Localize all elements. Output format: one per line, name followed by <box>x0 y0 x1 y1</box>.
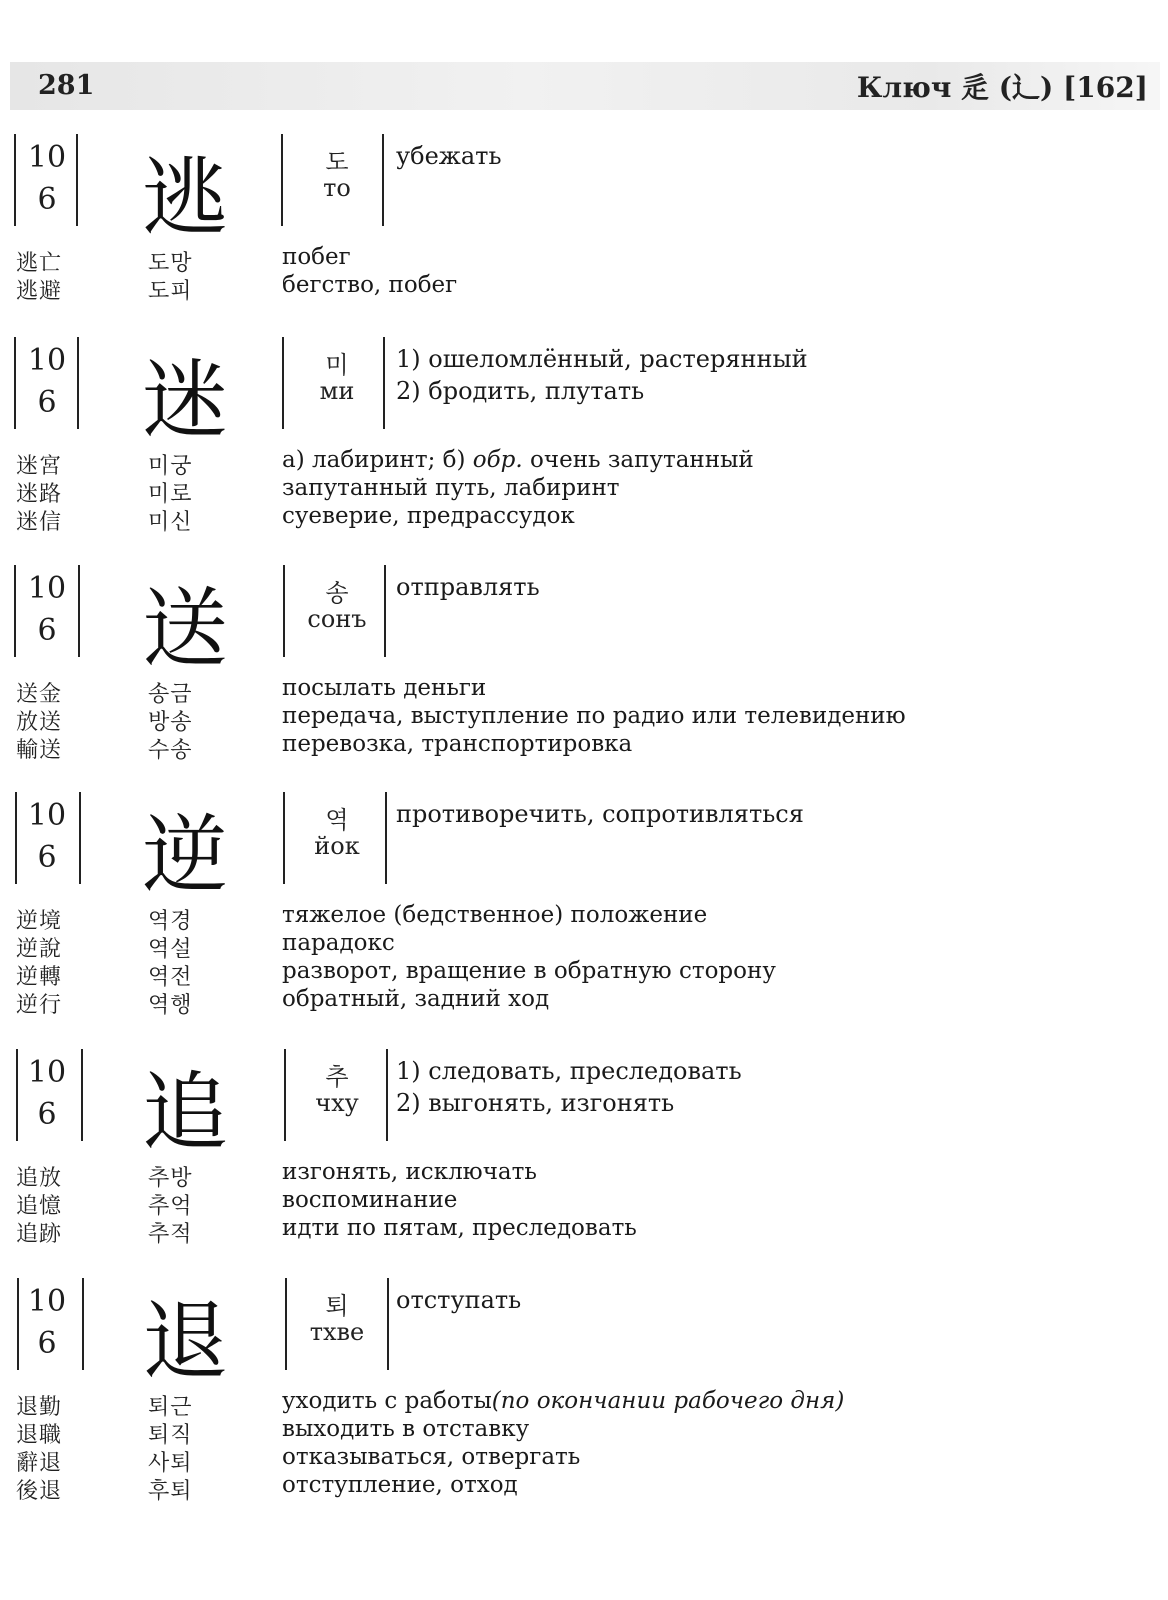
headword-hangul: 추 <box>325 1063 349 1091</box>
headword-character: 逆 <box>142 806 228 906</box>
compound-row <box>0 733 1168 761</box>
headword-reading: йок <box>314 832 360 860</box>
meaning-line: отправлять <box>396 573 540 601</box>
compound-hanzi: 辭退 <box>16 1451 63 1476</box>
compound-meaning: идти по пятам, преследовать <box>282 1215 637 1241</box>
headword-character: 逃 <box>142 148 228 248</box>
compound-hangul: 역전 <box>148 965 193 990</box>
compound-list <box>0 1390 1168 1502</box>
stroke-box-right-line <box>82 1278 84 1370</box>
compound-meaning: запутанный путь, лабиринт <box>282 475 620 501</box>
reading-box-left-line <box>283 565 285 657</box>
headword-meanings <box>396 571 540 603</box>
meaning-note: (по окончании рабочего дня) <box>491 1388 845 1414</box>
compound-row <box>0 449 1168 477</box>
headword-hangul: 퇴 <box>325 1292 349 1320</box>
compound-hangul: 역경 <box>148 909 193 934</box>
stroke-count-total: 10 <box>27 1284 67 1319</box>
headword-meanings <box>396 1284 521 1316</box>
compound-row <box>0 505 1168 533</box>
entry-pursue <box>0 1049 1168 1281</box>
compound-hangul: 송금 <box>148 682 193 707</box>
reading-box-left-line <box>282 337 284 429</box>
compound-row <box>0 1161 1168 1189</box>
compound-meaning: парадокс <box>282 930 395 956</box>
stroke-box-left-line <box>14 565 16 657</box>
compound-hanzi: 迷路 <box>16 482 63 507</box>
reading-box-left-line <box>285 1278 287 1370</box>
reading-box-right-line <box>383 337 385 429</box>
compound-row <box>0 1217 1168 1245</box>
compound-row <box>0 1418 1168 1446</box>
compound-row <box>0 1446 1168 1474</box>
compound-meaning: отступление, отход <box>282 1472 518 1498</box>
compound-meaning: бегство, побег <box>282 272 458 298</box>
headword-reading: ми <box>319 377 355 405</box>
compound-meaning: разворот, вращение в обратную сторону <box>282 958 776 984</box>
meaning-line: убежать <box>396 142 502 170</box>
compound-hangul: 퇴근 <box>148 1395 193 1420</box>
reading-box-left-line <box>284 1049 286 1141</box>
compound-hanzi: 逆境 <box>16 909 63 934</box>
compound-hanzi: 後退 <box>16 1479 63 1504</box>
meaning-line: отступать <box>396 1286 522 1314</box>
compound-row <box>0 246 1168 274</box>
stroke-count-total: 10 <box>27 140 67 175</box>
reading-box-right-line <box>386 1049 388 1141</box>
compound-hanzi: 逃亡 <box>16 251 63 276</box>
headword-character: 退 <box>142 1292 228 1392</box>
compound-meaning: посылать деньги <box>282 675 487 701</box>
compound-hanzi: 追放 <box>16 1166 63 1191</box>
headword-meanings <box>396 140 502 172</box>
stroke-box-right-line <box>76 134 78 226</box>
compound-hangul: 사퇴 <box>148 1451 193 1476</box>
headword-meanings <box>396 798 804 830</box>
meaning-part: уходить с работы <box>282 1388 492 1414</box>
compound-hanzi: 追跡 <box>16 1222 63 1247</box>
entry-send <box>0 565 1168 797</box>
compound-meaning: выходить в отставку <box>282 1416 530 1442</box>
stroke-box-right-line <box>79 792 81 884</box>
headword-meanings <box>396 1055 742 1119</box>
compound-hanzi: 逃避 <box>16 279 63 304</box>
meaning-line: противоречить, сопротивляться <box>396 800 804 828</box>
meaning-abbreviation: обр. <box>472 447 523 473</box>
compound-hangul: 미궁 <box>148 454 193 479</box>
compound-list <box>0 677 1168 761</box>
compound-meaning: воспоминание <box>282 1187 458 1213</box>
reading-box-right-line <box>385 792 387 884</box>
compound-hanzi: 退勤 <box>16 1395 63 1420</box>
compound-row <box>0 705 1168 733</box>
compound-row <box>0 932 1168 960</box>
page-number: 281 <box>38 70 95 101</box>
meaning-part: а) лабиринт; б) <box>282 447 473 473</box>
compound-hangul: 도망 <box>148 251 193 276</box>
compound-hanzi: 迷宮 <box>16 454 63 479</box>
compound-meaning <box>282 1388 844 1414</box>
compound-hangul: 추억 <box>148 1194 193 1219</box>
compound-hangul: 퇴직 <box>148 1423 193 1448</box>
compound-meaning: перевозка, транспортировка <box>282 731 633 757</box>
compound-meaning <box>282 447 754 473</box>
reading-box-right-line <box>387 1278 389 1370</box>
stroke-box-right-line <box>81 1049 83 1141</box>
headword-character: 追 <box>142 1063 228 1163</box>
compound-hanzi: 逆轉 <box>16 965 63 990</box>
compound-row <box>0 1390 1168 1418</box>
compound-row <box>0 477 1168 505</box>
reading-box-left-line <box>283 792 285 884</box>
compound-hangul: 수송 <box>148 738 193 763</box>
compound-meaning: отказываться, отвергать <box>282 1444 581 1470</box>
meaning-line: 1) следовать, преследовать <box>396 1057 742 1085</box>
compound-hanzi: 逆行 <box>16 993 63 1018</box>
meaning-part: очень запутанный <box>522 447 754 473</box>
compound-list <box>0 246 1168 302</box>
compound-hanzi: 輸送 <box>16 738 63 763</box>
stroke-count-extra: 6 <box>37 182 57 217</box>
compound-meaning: изгонять, исключать <box>282 1159 537 1185</box>
meaning-line: 2) бродить, плутать <box>396 377 645 405</box>
compound-list <box>0 904 1168 1016</box>
compound-meaning: тяжелое (бедственное) положение <box>282 902 708 928</box>
meaning-line: 1) ошеломлённый, растерянный <box>396 345 808 373</box>
reading-box-right-line <box>382 134 384 226</box>
headword-hangul: 송 <box>325 579 349 607</box>
compound-hanzi: 迷信 <box>16 510 63 535</box>
running-title: Ключ 辵 (辶) [162] <box>856 71 1148 104</box>
headword-reading: то <box>323 174 351 202</box>
compound-hangul: 도피 <box>148 279 193 304</box>
reading-box-left-line <box>281 134 283 226</box>
stroke-count-extra: 6 <box>37 385 57 420</box>
stroke-count-total: 10 <box>27 798 67 833</box>
headword-character: 迷 <box>142 351 228 451</box>
compound-hangul: 후퇴 <box>148 1479 193 1504</box>
compound-row <box>0 988 1168 1016</box>
headword-reading: чху <box>315 1089 359 1117</box>
stroke-count-total: 10 <box>27 1055 67 1090</box>
compound-hangul: 역행 <box>148 993 193 1018</box>
headword-hangul: 도 <box>325 148 349 176</box>
compound-row <box>0 904 1168 932</box>
stroke-count-extra: 6 <box>37 1326 57 1361</box>
compound-hanzi: 退職 <box>16 1423 63 1448</box>
compound-hangul: 추적 <box>148 1222 193 1247</box>
stroke-count-total: 10 <box>27 343 67 378</box>
compound-hanzi: 逆說 <box>16 937 63 962</box>
compound-meaning: передача, выступление по радио или телевидению <box>282 703 906 729</box>
compound-meaning: суеверие, предрассудок <box>282 503 575 529</box>
entry-contrary <box>0 792 1168 1024</box>
compound-row <box>0 274 1168 302</box>
stroke-box-left-line <box>15 792 17 884</box>
compound-row <box>0 1474 1168 1502</box>
compound-hanzi: 放送 <box>16 710 63 735</box>
entry-retreat <box>0 1278 1168 1510</box>
compound-meaning: побег <box>282 244 351 270</box>
compound-hangul: 역설 <box>148 937 193 962</box>
compound-hangul: 추방 <box>148 1166 193 1191</box>
compound-list <box>0 1161 1168 1245</box>
stroke-count-total: 10 <box>27 571 67 606</box>
stroke-count-extra: 6 <box>37 840 57 875</box>
compound-row <box>0 1189 1168 1217</box>
compound-hangul: 미신 <box>148 510 193 535</box>
compound-meaning: обратный, задний ход <box>282 986 550 1012</box>
stroke-box-right-line <box>78 565 80 657</box>
headword-character: 送 <box>142 579 228 679</box>
compound-list <box>0 449 1168 533</box>
compound-hanzi: 送金 <box>16 682 63 707</box>
headword-hangul: 역 <box>325 806 349 834</box>
headword-meanings <box>396 343 808 407</box>
compound-hangul: 방송 <box>148 710 193 735</box>
stroke-count-extra: 6 <box>37 613 57 648</box>
stroke-box-right-line <box>77 337 79 429</box>
headword-hangul: 미 <box>325 351 349 379</box>
entry-confused <box>0 337 1168 569</box>
compound-hanzi: 追憶 <box>16 1194 63 1219</box>
headword-reading: сонъ <box>307 605 367 633</box>
stroke-box-left-line <box>14 337 16 429</box>
stroke-box-left-line <box>14 134 16 226</box>
compound-row <box>0 960 1168 988</box>
compound-hangul: 미로 <box>148 482 193 507</box>
compound-row <box>0 677 1168 705</box>
stroke-count-extra: 6 <box>37 1097 57 1132</box>
headword-reading: тхве <box>309 1318 365 1346</box>
reading-box-right-line <box>384 565 386 657</box>
meaning-line: 2) выгонять, изгонять <box>396 1089 675 1117</box>
